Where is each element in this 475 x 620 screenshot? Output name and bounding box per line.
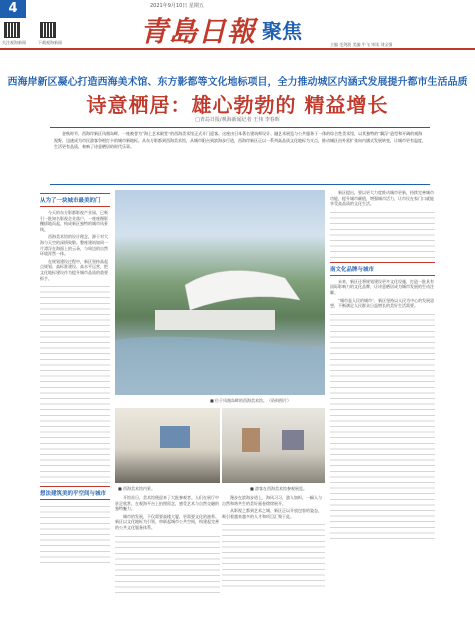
paragraph: “城市是人民的城市”，新区坚持以人民为中心的发展思想，不断满足人民群众日益增长的美好生活需要。 [330, 297, 435, 309]
paragraph: 未来，新区还将规划建设更多文化设施，打造一批具有国际影响力的文化品牌，让诗意栖居成为城市发展的生动注脚。 [330, 278, 434, 295]
qr-label: 关注观海新闻 [2, 40, 26, 45]
page-number: 4 [0, 0, 26, 18]
section-title: 聚焦 [262, 19, 302, 43]
editors-line: 主编 毛剑波 美编 牛飞 审读 刘宝强 [330, 42, 393, 47]
paragraph: 城市的发展，不仅需要高楼大厦，更需要文化的滋养。新区以文化地标为引领，串联起城市公共空间，构建起完善的公共文化服务体系。 [115, 513, 219, 530]
paragraph: 从影视之都到艺术之城，新区正以开放包容的姿态，吸引着越来越多的人才和项目汇聚于此。 [222, 508, 322, 519]
article-subhead: 西海岸新区凝心打造西海美术馆、东方影都等文化地标项目，全力推动城区内涵式发展提升都市生活品质 [7, 77, 468, 88]
body-text-filler [40, 283, 110, 483]
paragraph: 新区提出，要以更大力度推动城市更新，持续完善城市功能，提升城市颜值，增强城市活力，让市民在家门口就能享受高品质的文化生活。 [330, 190, 434, 207]
lead-paragraph: 金秋时节，西海岸新区凤凰岛畔，一座被誉为“海上艺术殿堂”的西海美术馆正式开门迎客。这座由日本著名建筑师设计、融艺术展览与公共服务于一体的综合性美术馆，以其独特的“飘浮”造型和开阔的观海视野，迅速成为市民游客争相打卡的城市新地标。从东方影都到西海美术馆，从城市阳台到滨海步行道，西海岸新区正以一系列高品质文化地标为支点，推动城区由外延扩张向内涵式发展转变，让城市更有温度、生活更有品质，奏响了诗意栖居的时代乐章。 [54, 131, 426, 149]
body-text-filler [115, 533, 220, 593]
article-headline: 诗意栖居：雄心勃勃的 精益增长 [86, 93, 389, 117]
section-heading: 从为了一块城市最美的门 [40, 193, 110, 207]
masthead [0, 0, 475, 50]
photo-caption: ■ 位于凤凰岛畔的西海美术馆。（资料图片） [210, 398, 292, 403]
exhibition-photo [222, 408, 325, 483]
body-text-filler [222, 521, 325, 591]
paragraph: 开馆首日，美术馆便迎来了大批参观者。人们在展厅中驻足欣赏，在观海平台上拍照留念，感受艺术与自然交融的独特魅力。 [115, 495, 219, 512]
article-byline: □青岛日报/观海新闻记者 王伟 李春晖 [195, 117, 280, 123]
body-text-filler [330, 311, 435, 541]
museum-aerial-photo [115, 190, 325, 395]
visitors-illustration [222, 408, 325, 483]
paragraph: 在规划建设过程中，新区坚持高起点规划、高标准建设、高水平运营，把文化地标建设作为提升城市品质的重要抓手。 [40, 258, 108, 281]
photo-caption: ■ 西海美术馆内景。 [118, 486, 156, 491]
qr-label: 下载观海新闻 [38, 40, 62, 45]
body-text-filler [330, 209, 435, 259]
text-column [330, 190, 435, 610]
interior-photo [115, 408, 220, 483]
section-heading: 南文化品牌与城市 [330, 262, 435, 276]
body-text-filler [40, 503, 110, 563]
paragraph: 西海美术馆的设计理念，源于对大海与天空的深情致敬。整座建筑如同一片漂浮在海面上的云朵，与周边的自然环境浑然一体。 [40, 234, 108, 257]
qr-code-icon [4, 22, 20, 38]
paragraph: 今天的东方影都影视产业园，已吸引一批知名影视企业落户，一座座摄影棚拔地而起，构成新区独特的城市风景线。 [40, 210, 108, 232]
photo-caption: ■ 游客在西海美术馆参观展览。 [250, 486, 308, 491]
text-column [222, 495, 325, 613]
dateline: 2021年9月10日 星期五 [150, 3, 204, 9]
text-column [115, 495, 220, 613]
museum-building-illustration [115, 190, 325, 395]
paragraph: 漫步在滨海步道上，海风习习，游人如织，一幅人与自然和谐共生的美好画卷徐徐展开。 [222, 495, 322, 506]
qr-code-icon [40, 22, 56, 38]
newspaper-logo: 青島日報 [140, 15, 257, 48]
text-column [40, 190, 110, 610]
artwork-illustration [115, 408, 220, 483]
section-heading: 想法建筑美的平空间与城市 [40, 486, 110, 500]
article-lead [50, 127, 430, 185]
